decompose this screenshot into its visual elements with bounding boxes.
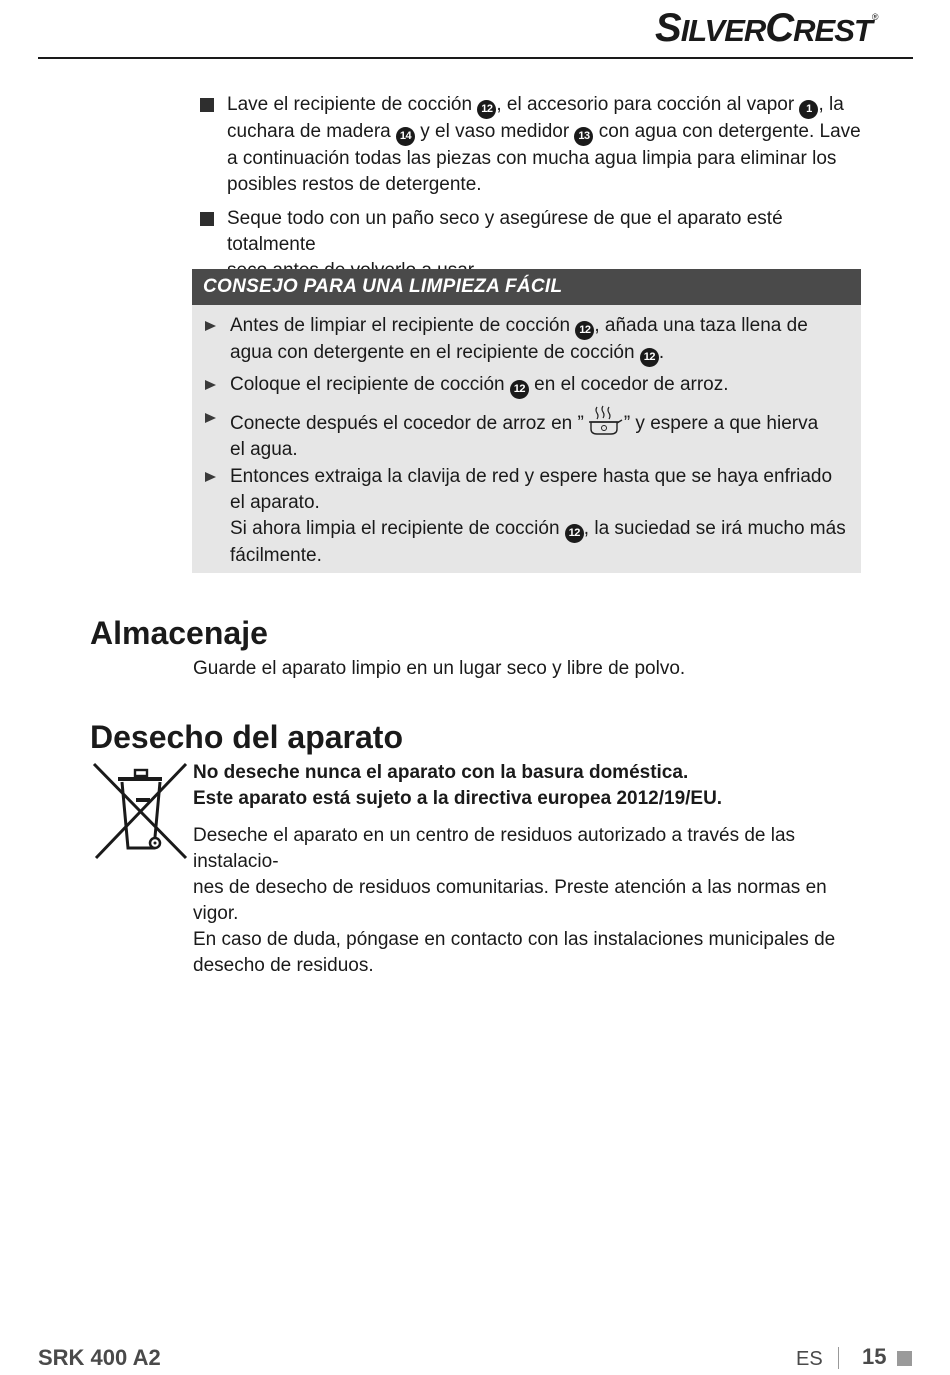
ref-number-icon: 14	[396, 127, 415, 146]
ref-number-icon: 12	[477, 100, 496, 119]
ref-number-icon: 12	[575, 321, 594, 340]
rice-cooker-steam-icon	[584, 405, 624, 435]
tip-step-3: Conecte después el cocedor de arroz en ” ” y espere a que hierva el agua.	[230, 405, 855, 463]
ref-number-icon: 12	[640, 348, 659, 367]
ref-number-icon: 1	[799, 100, 818, 119]
storage-text: Guarde el aparato limpio en un lugar seco y libre de polvo.	[193, 658, 686, 679]
arrow-bullet-icon	[205, 380, 216, 390]
storage-heading: Almacenaje	[90, 615, 268, 651]
tip-step-4: Entonces extraiga la clavija de red y espere hasta que se haya enfriado el aparato. Si ahora limpia el recipiente de cocción 12 , la suciedad se irá mucho más fácilmente.	[230, 466, 846, 566]
cleaning-bullet-1: Lave el recipiente de cocción 12 , el accesorio para cocción al vapor 1 , la cuchara de madera 14 y el vaso medidor 13 con agua con detergente. Lave a continuación todas las piezas con mucha agua limpia para eliminar los posibles restos de detergente.	[227, 94, 861, 195]
footer-page-number: 15	[862, 1344, 887, 1369]
footer-language: ES	[796, 1348, 823, 1370]
arrow-bullet-icon	[205, 413, 216, 423]
disposal-warning: No deseche nunca el aparato con la basura doméstica. Este aparato está sujeto a la directiva europea 2012/19/EU.	[193, 762, 723, 809]
ref-number-icon: 12	[510, 380, 529, 399]
arrow-bullet-icon	[205, 472, 216, 482]
ref-number-icon: 12	[565, 524, 584, 543]
footer-square-icon	[897, 1351, 912, 1366]
disposal-heading: Desecho del aparato	[90, 719, 403, 755]
arrow-bullet-icon	[205, 321, 216, 331]
cleaning-bullet-2: Seque todo con un paño seco y asegúrese de que el aparato esté totalmente	[227, 208, 783, 255]
silvercrest-logo: SILVERCREST®	[655, 6, 878, 50]
bullet-square-icon	[200, 212, 214, 226]
crossed-out-wheelie-bin-icon	[92, 762, 188, 862]
tip-step-2: Coloque el recipiente de cocción 12 en el cocedor de arroz.	[230, 372, 855, 399]
tip-step-1: Antes de limpiar el recipiente de cocción 12 , añada una taza llena de agua con detergente en el recipiente de cocción 12 .	[230, 313, 855, 367]
tip-title: CONSEJO PARA UNA LIMPIEZA FÁCIL	[192, 269, 861, 305]
footer-model: SRK 400 A2	[38, 1345, 161, 1370]
disposal-text: Deseche el aparato en un centro de residuos autorizado a través de las instalacio- nes de desecho de residuos comunitarias. Preste atención a las normas en vigor. En caso de duda, póngase en contacto con las instalaciones municipales de desecho de residuos.	[193, 825, 836, 976]
bullet-square-icon	[200, 98, 214, 112]
header-rule	[38, 57, 913, 59]
footer-separator	[838, 1347, 839, 1369]
ref-number-icon: 13	[574, 127, 593, 146]
